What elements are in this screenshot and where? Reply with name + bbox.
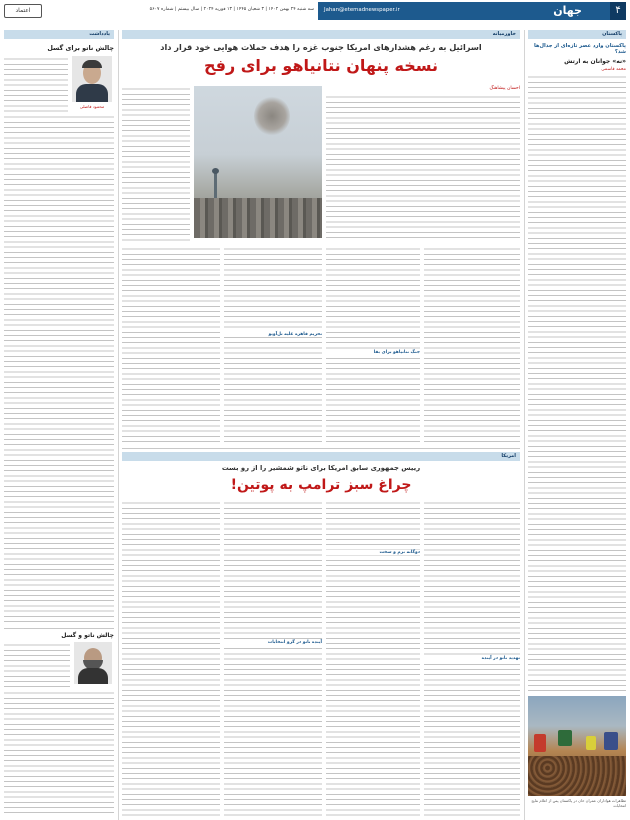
main-body-col3: [424, 246, 520, 442]
page-number: ۴: [610, 2, 626, 20]
paper-logo: اعتماد: [4, 4, 42, 18]
main-body-col1: [326, 94, 520, 242]
main-kicker: اسرائیل به رغم هشدارهای امریکا جنوب غزه را هدف حملات هوایی خود قرار داد: [160, 42, 482, 52]
pakistan-crowd-photo: [528, 696, 626, 796]
main-subhead-3: تحریم قاهره علیه تل‌آویو: [224, 332, 322, 337]
gaza-airstrike-photo: [194, 86, 322, 238]
columnist-portrait: [72, 56, 112, 102]
website[interactable]: Jahan@etemadnewspaper.ir: [324, 7, 400, 13]
columnist-body-d: [4, 690, 114, 816]
pakistan-byline: محمد قاسمی: [601, 67, 626, 72]
section-title: جهان: [553, 4, 582, 17]
main-story: [122, 30, 520, 446]
lower-subhead-1: تهدید ناتو در آینده: [424, 656, 520, 661]
pakistan-caption: تظاهرات هواداران عمران خان در پاکستان پس از اعلام نتایج انتخابات: [531, 798, 626, 808]
dateline: سه شنبه ۲۴ بهمن ۱۴۰۲ | ۳ شعبان ۱۴۴۵ | ۱۳ فوریه ۲۰۲۴ | سال بیستم | شماره ۵۶۰۷: [149, 7, 314, 12]
columnist-body-b: [4, 114, 114, 624]
lower-subhead-3: آینده ناتو در گرو انتخابات: [224, 640, 322, 645]
lower-body-col3: [224, 500, 322, 816]
masthead: [0, 0, 630, 26]
columnist-author: محمود فاضلی: [79, 104, 105, 109]
pakistan-column: [528, 30, 626, 820]
lower-subhead-2: دوگانه نرم و سخت: [326, 550, 420, 555]
second-columnist-portrait: [74, 642, 112, 684]
main-subhead-2: جنگ نتانیاهو برای بقا: [326, 350, 420, 355]
lower-headline: چراغ سبز ترامپ به پوتین!: [230, 477, 412, 493]
columnist-body-a: [4, 56, 68, 112]
columnist-column: [4, 30, 114, 820]
lower-story: [122, 452, 520, 818]
pakistan-title: «نه» جوانان به ارتش: [564, 58, 626, 65]
columnist-second-title: چالش ناتو و گسل: [61, 632, 114, 639]
tag-america: امریکا: [122, 452, 520, 461]
lower-body-col2: [326, 500, 420, 816]
main-body-col4: [326, 246, 420, 442]
main-body-col6: [122, 246, 220, 442]
tag-note: یادداشت: [4, 30, 114, 39]
main-headline: نسخه پنهان نتانیاهو برای رفح: [203, 56, 439, 75]
lower-body-col4: [122, 500, 220, 816]
columnist-body-c: [4, 642, 70, 688]
main-body-col2: [122, 86, 190, 242]
pakistan-teaser: پاکستان وارد عصر تازه‌ای از جدال‌ها شد؟: [533, 43, 626, 55]
columnist-title: چالش ناتو برای گسل: [47, 44, 114, 52]
main-body-col5: [224, 246, 322, 442]
lower-kicker: رییس جمهوری سابق امریکا برای ناتو شمشیر را از رو بست: [221, 464, 421, 472]
tag-middle-east: خاورمیانه: [122, 30, 520, 39]
section-bar: [318, 2, 626, 20]
pakistan-body: [528, 74, 626, 692]
tag-pakistan: پاکستان: [528, 30, 626, 39]
main-byline: احسان پیشاهنگ: [489, 86, 520, 91]
